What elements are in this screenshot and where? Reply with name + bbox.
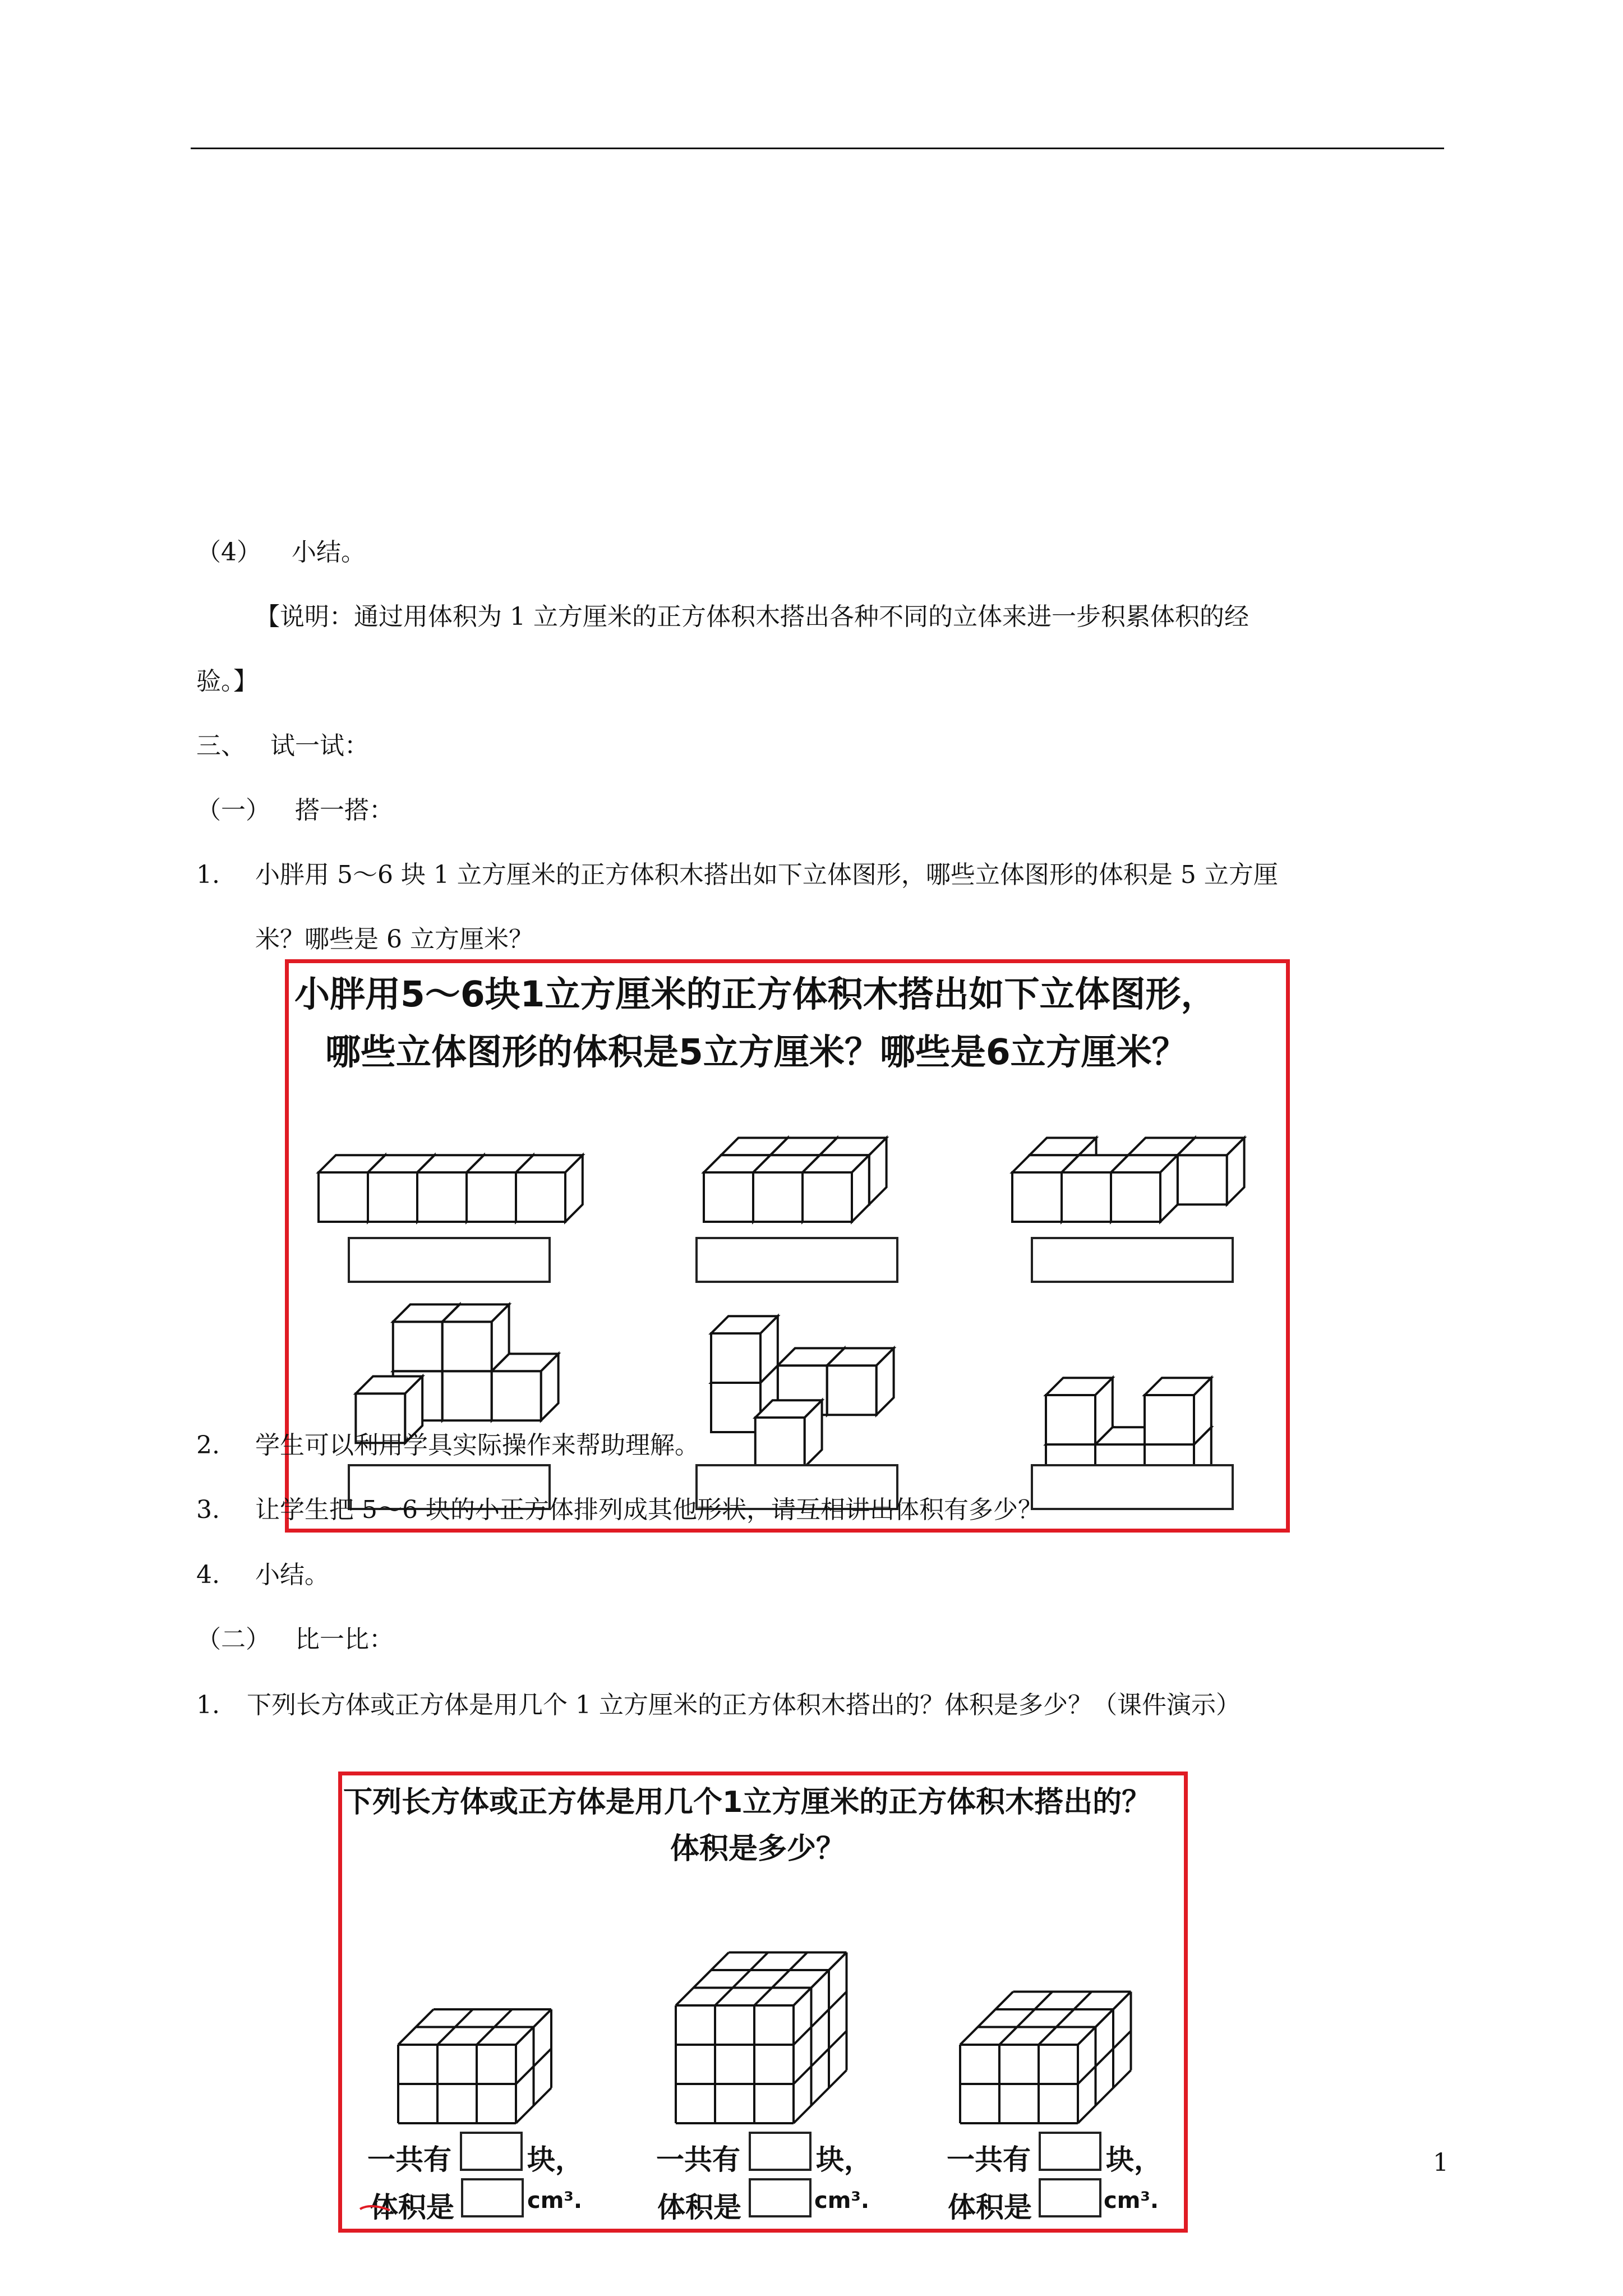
count-box-1[interactable] (460, 2132, 523, 2171)
question-4-text: 小结。 (255, 1561, 329, 1589)
figure-1-title-line-2: 哪些立体图形的体积是5立方厘米？哪些是6立方厘米？ (325, 1032, 1187, 1073)
count-prefix-2: 一共有 (656, 2143, 740, 2176)
figure-2-title-line-1: 下列长方体或正方体是用几个1立方厘米的正方体积木搭出的？ (343, 1786, 1151, 1819)
count-suffix-3: 块， (1106, 2143, 1162, 2176)
question-1-number: 1. (196, 861, 220, 889)
volume-prefix-2: 体积是 (657, 2191, 741, 2224)
subsection-2-number: （二） (196, 1625, 270, 1654)
count-prefix-3: 一共有 (947, 2143, 1031, 2176)
volume-unit-3: cm³. (1104, 2188, 1159, 2214)
subsection-1-number: （一） (196, 796, 270, 825)
page-number: 1 (1433, 2148, 1449, 2177)
volume-box-3[interactable] (1039, 2178, 1101, 2217)
part-3-number: 三、 (196, 731, 246, 760)
volume-box-2[interactable] (749, 2178, 811, 2217)
cuboid-1 (398, 2009, 551, 2123)
part-3-title: 试一试： (270, 731, 369, 760)
volume-prefix-1: 体积是 (370, 2191, 454, 2224)
question-3-number: 3. (196, 1496, 220, 1524)
count-box-2[interactable] (749, 2132, 811, 2171)
count-prefix-1: 一共有 (367, 2143, 451, 2176)
volume-box-1[interactable] (461, 2178, 524, 2217)
question-3-text: 让学生把 5～6 块的小正方体排列成其他形状，请互相讲出体积有多少？ (255, 1496, 1043, 1524)
subsection-1-title: 搭一搭： (295, 796, 394, 825)
question-1-line-2: 米？哪些是 6 立方厘米？ (255, 925, 533, 954)
count-suffix-2: 块， (816, 2143, 872, 2176)
question-1-line-1: 小胖用 5～6 块 1 立方厘米的正方体积木搭出如下立体图形，哪些立体图形的体积是 5 立方厘 (255, 861, 1278, 889)
section-4-number: （4） (196, 538, 261, 567)
note-line-2: 验。】 (196, 667, 258, 696)
figure-2-title-line-2: 体积是多少？ (670, 1832, 846, 1866)
count-suffix-1: 块， (527, 2143, 583, 2176)
compare-question-1-text: 下列长方体或正方体是用几个 1 立方厘米的正方体积木搭出的？体积是多少？（课件演示） (247, 1691, 1241, 1719)
subsection-2-title: 比一比： (295, 1625, 394, 1654)
question-2-text: 学生可以利用学具实际操作来帮助理解。 (255, 1431, 699, 1460)
cube-2 (676, 1953, 847, 2124)
cuboid-3 (960, 1992, 1131, 2124)
volume-unit-2: cm³. (814, 2188, 870, 2214)
figure-1-title-line-1: 小胖用5～6块1立方厘米的正方体积木搭出如下立体图形， (294, 974, 1216, 1015)
red-pen-mark (359, 2199, 393, 2216)
question-2-number: 2. (196, 1431, 220, 1460)
question-4-number: 4. (196, 1561, 220, 1589)
volume-prefix-3: 体积是 (948, 2191, 1032, 2224)
compare-question-1-number: 1. (196, 1691, 220, 1719)
volume-unit-1: cm³. (527, 2188, 583, 2214)
note-line-1: 【说明：通过用体积为 1 立方厘米的正方体积木搭出各种不同的立体来进一步积累体积的经 (255, 602, 1249, 631)
section-4-title: 小结。 (292, 538, 366, 567)
count-box-3[interactable] (1039, 2132, 1101, 2171)
